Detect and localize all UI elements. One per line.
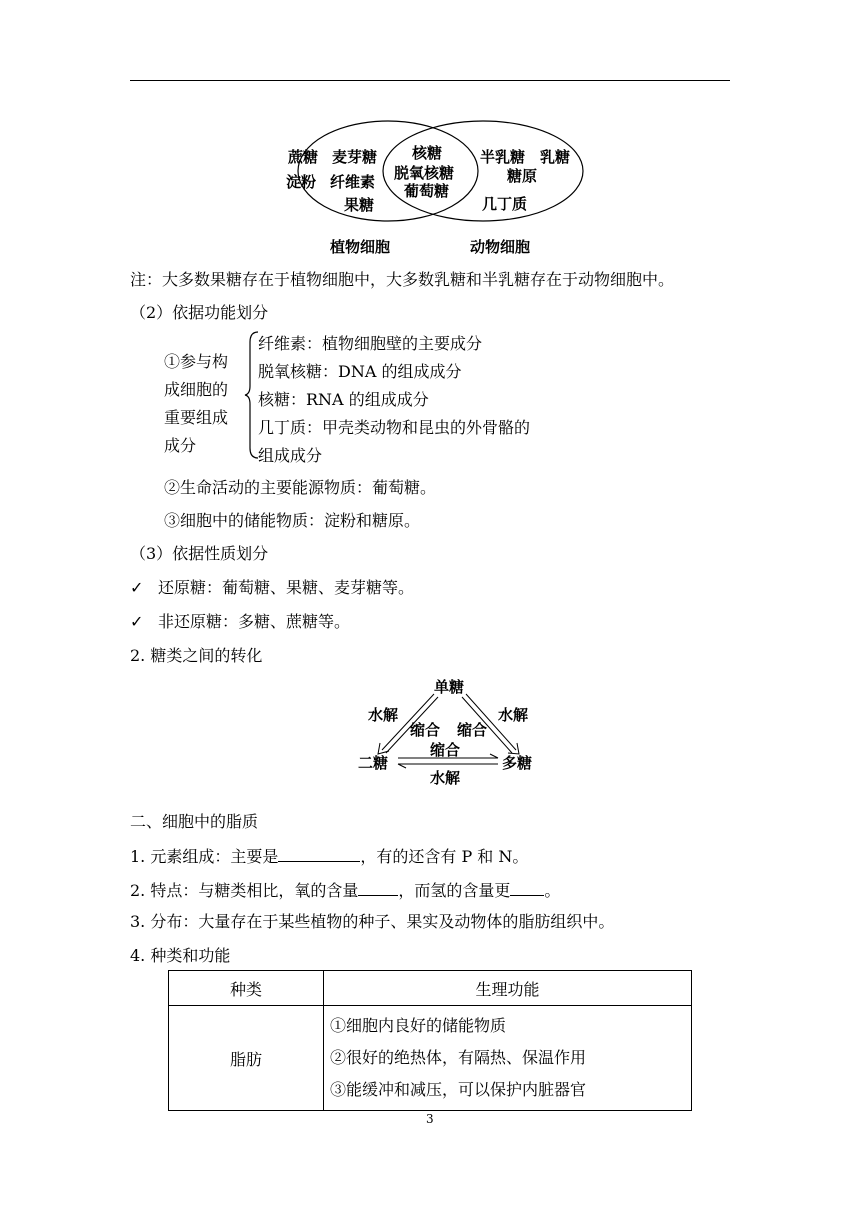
polysaccharide-label: 多糖 <box>502 754 533 772</box>
nonreducing-sugar-text: 非还原糖：多糖、蔗糖等。 <box>158 612 351 631</box>
function-line: ②很好的绝热体，有隔热、保温作用 <box>330 1048 587 1067</box>
venn-plant-item: 蔗糖 <box>288 148 319 166</box>
condensation-left-label: 缩合 <box>410 721 441 739</box>
disaccharide-label: 二糖 <box>358 754 389 772</box>
hydrolysis-left-label: 水解 <box>368 706 399 724</box>
list-item: 脱氧核糖：DNA 的组成成分 <box>258 362 462 381</box>
venn-plant-item: 麦芽糖 <box>332 148 378 166</box>
list-item: 几丁质：甲壳类动物和昆虫的外骨骼的 <box>258 418 531 437</box>
list-item: 组成成分 <box>258 446 323 465</box>
lipid-item2-text: ，而氢的含量更 <box>398 881 511 900</box>
page-number: 3 <box>426 1112 434 1126</box>
function-line: ③能缓冲和减压，可以保护内脏器官 <box>330 1080 587 1099</box>
venn-animal-label: 动物细胞 <box>470 238 531 256</box>
label-line: 成分 <box>164 436 197 455</box>
label-line: ①参与构 <box>164 352 229 371</box>
function-item3: ③细胞中的储能物质：淀粉和糖原。 <box>164 511 421 530</box>
hydrolysis-right-label: 水解 <box>498 706 529 724</box>
list-item: 核糖：RNA 的组成成分 <box>258 390 429 409</box>
venn-animal-item: 半乳糖 <box>480 148 526 166</box>
condensation-bottom-label: 缩合 <box>430 741 461 759</box>
list-item: 纤维素：植物细胞壁的主要成分 <box>258 334 483 353</box>
venn-plant-item: 果糖 <box>344 196 375 214</box>
venn-note: 注：大多数果糖存在于植物细胞中，大多数乳糖和半乳糖存在于动物细胞中。 <box>130 270 675 289</box>
lipid-item4: 4. 种类和功能 <box>130 946 231 965</box>
checkmark-icon: ✓ <box>130 578 144 597</box>
venn-diagram <box>270 110 590 260</box>
lipid-item1-text: 1. 元素组成：主要是 <box>130 847 279 866</box>
condensation-right-label: 缩合 <box>457 721 488 739</box>
lipid-item2 <box>130 879 560 901</box>
lipid-item2-text: 2. 特点：与糖类相比，氧的含量 <box>130 881 359 900</box>
venn-plant-item: 纤维素 <box>330 173 376 191</box>
venn-animal-item: 乳糖 <box>540 148 571 166</box>
table-cell-functions <box>324 1006 692 1111</box>
function-heading: （2）依据功能划分 <box>130 303 269 322</box>
venn-animal-item: 糖原 <box>507 167 538 185</box>
fill-blank[interactable] <box>278 845 360 862</box>
label-line: 重要组成 <box>164 408 229 427</box>
function-item1-list <box>258 330 530 470</box>
venn-plant-label: 植物细胞 <box>330 238 391 256</box>
reducing-sugar-item <box>130 578 414 598</box>
table-row <box>169 1006 692 1111</box>
function-item2: ②生命活动的主要能源物质：葡萄糖。 <box>164 478 437 497</box>
function-item1-label <box>164 348 228 460</box>
lipid-function-table <box>168 970 692 1111</box>
venn-shared-item: 脱氧核糖 <box>394 164 455 182</box>
checkmark-icon: ✓ <box>130 612 144 631</box>
nonreducing-sugar-item <box>130 612 350 632</box>
venn-shared-item: 核糖 <box>412 144 443 162</box>
hydrolysis-bottom-label: 水解 <box>430 769 461 787</box>
lipid-section-title: 二、细胞中的脂质 <box>130 812 259 831</box>
conversion-heading: 2. 糖类之间的转化 <box>130 646 263 665</box>
lipid-item1 <box>130 845 528 867</box>
reducing-sugar-text: 还原糖：葡萄糖、果糖、麦芽糖等。 <box>158 578 415 597</box>
lipid-item3: 3. 分布：大量存在于某些植物的种子、果实及动物体的脂肪组织中。 <box>130 912 615 931</box>
header-rule <box>130 80 730 81</box>
monosaccharide-label: 单糖 <box>434 678 465 696</box>
venn-animal-item: 几丁质 <box>482 195 528 213</box>
table-cell-type: 脂肪 <box>169 1006 324 1111</box>
lipid-item2-text: 。 <box>544 881 561 900</box>
table-header: 种类 <box>169 971 324 1006</box>
venn-shared-item: 葡萄糖 <box>404 182 450 200</box>
fill-blank[interactable] <box>358 879 398 896</box>
fill-blank[interactable] <box>510 879 544 896</box>
sugar-conversion-diagram <box>350 676 550 794</box>
lipid-item1-text: ，有的还含有 P 和 N。 <box>360 847 529 866</box>
function-line: ①细胞内良好的储能物质 <box>330 1016 507 1035</box>
venn-plant-item: 淀粉 <box>286 173 317 191</box>
table-header: 生理功能 <box>324 971 692 1006</box>
label-line: 成细胞的 <box>164 380 229 399</box>
property-heading: （3）依据性质划分 <box>130 544 269 563</box>
